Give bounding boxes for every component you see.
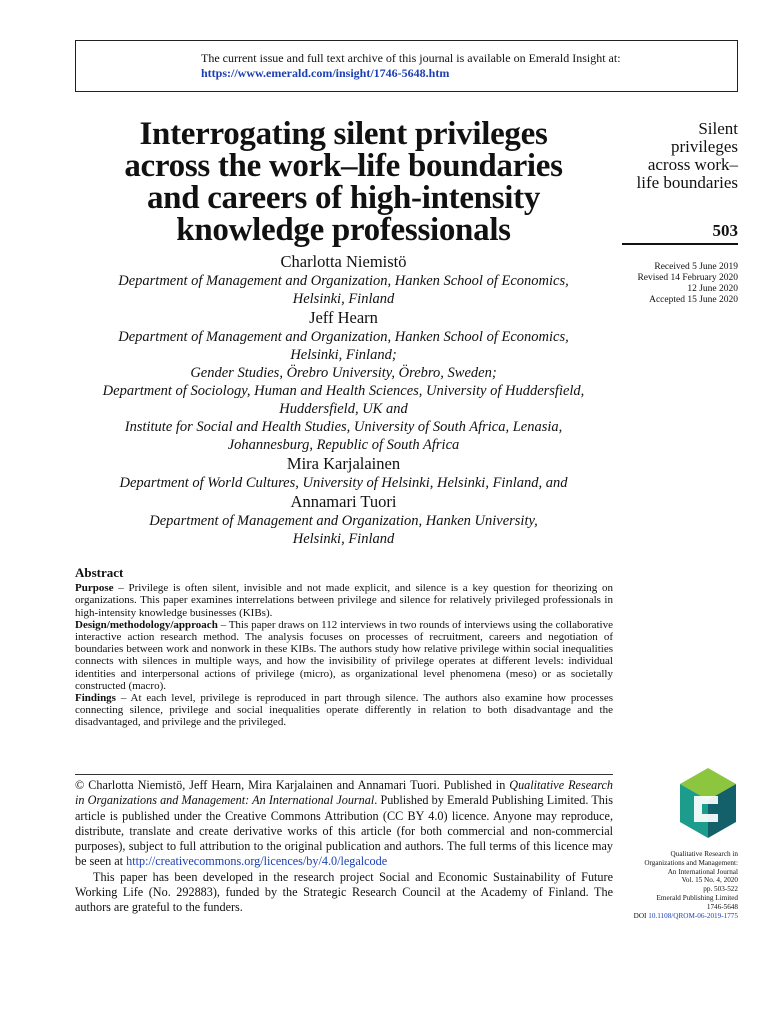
license-text: . Published by Emerald Publishing Limited. This article is published under the Creative Commons Attribution (CC BY 4.0) licence. Anyone may reproduce, distribute, translate and create derivative works of this article (for both commercial and non-commercial purposes), subject to full attribution to the original publication and authors. The full terms of this licence may be seen at	[75, 793, 613, 869]
journal-info-line: pp. 503-522	[703, 885, 738, 894]
article-title	[75, 118, 612, 246]
article-dates	[600, 262, 738, 306]
title-line: Interrogating silent privileges	[139, 116, 548, 152]
abstract-design	[75, 619, 613, 692]
running-head-line: across work–	[647, 155, 738, 174]
abstract	[75, 567, 613, 729]
funding-statement: This paper has been developed in the research project Social and Economic Sustainability of Future Working Life (No. 292883), funded by the Strategic Research Council at the Academy of Finland. The authors are grateful to the funders.	[75, 869, 613, 915]
license-footnote	[75, 778, 613, 916]
license-text: © Charlotta Niemistö, Jeff Hearn, Mira Karjalainen and Annamari Tuori. Published in	[75, 778, 510, 792]
author-affiliation: Department of Management and Organization, Hanken School of Economics,	[118, 329, 569, 345]
license-link[interactable]: http://creativecommons.org/licences/by/4.0/legalcode	[126, 854, 388, 869]
author-affiliation: Johannesburg, Republic of South Africa	[227, 437, 460, 453]
doi-link[interactable]: 10.1108/QROM-06-2019-1775	[648, 911, 738, 920]
author-affiliation: Department of World Cultures, University of Helsinki, Helsinki, Finland, and	[119, 475, 568, 491]
author-list	[75, 252, 612, 548]
abstract-heading: Abstract	[75, 565, 124, 580]
running-head	[600, 120, 738, 192]
title-line: across the work–life boundaries	[124, 148, 563, 184]
author-affiliation: Helsinki, Finland	[292, 531, 395, 547]
date-received: Received 5 June 2019	[654, 262, 738, 272]
doi-line	[610, 912, 738, 921]
author-name: Jeff Hearn	[309, 308, 378, 327]
license-statement	[75, 778, 613, 870]
access-notice-box	[75, 40, 738, 92]
author-affiliation: Helsinki, Finland	[292, 291, 395, 307]
abstract-section-label: Purpose	[75, 582, 114, 595]
author-affiliation: Helsinki, Finland;	[290, 347, 397, 363]
journal-info	[610, 850, 738, 920]
date-revised-2: 12 June 2020	[687, 284, 738, 294]
page-number-rule	[622, 243, 738, 245]
abstract-findings	[75, 692, 613, 729]
journal-info-line: Vol. 15 No. 4, 2020	[681, 876, 738, 885]
doi-label: DOI	[633, 911, 649, 920]
journal-archive-link[interactable]: https://www.emerald.com/insight/1746-5648.htm	[201, 66, 450, 80]
author-affiliation: Gender Studies, Örebro University, Örebro, Sweden;	[190, 365, 497, 381]
abstract-section-label: Findings	[75, 692, 116, 705]
journal-info-line: Emerald Publishing Limited	[656, 893, 738, 902]
date-accepted: Accepted 15 June 2020	[649, 295, 738, 305]
access-notice-text: The current issue and full text archive of this journal is available on Emerald Insight at:	[201, 51, 621, 65]
author-affiliation: Department of Management and Organization, Hanken University,	[149, 513, 538, 529]
abstract-section-text: – Privilege is often silent, invisible and not made explicit, and silence is a key question for theorizing on organizations. This paper examines interrelations between privilege and silence for relatively privileged professionals in high-intensity knowledge businesses (KIBs).	[75, 582, 613, 619]
abstract-purpose	[75, 582, 613, 619]
date-revised: Revised 14 February 2020	[637, 273, 738, 283]
journal-info-line: Organizations and Management:	[644, 858, 738, 867]
author-name: Mira Karjalainen	[286, 454, 401, 473]
journal-info-line: 1746-5648	[706, 902, 738, 911]
abstract-section-text: – At each level, privilege is reproduced in part through silence. The authors also examine how processes connecting silence, privilege and social inequalities operate differently in relation to both disadvantage and the disadvantaged, and privilege and the privileged.	[75, 692, 613, 729]
running-head-line: Silent	[698, 119, 738, 138]
author-name: Annamari Tuori	[290, 492, 397, 511]
author-affiliation: Department of Sociology, Human and Health Sciences, University of Huddersfield,	[102, 383, 585, 399]
abstract-section-label: Design/methodology/approach	[75, 618, 218, 631]
author-affiliation: Huddersfield, UK and	[279, 401, 408, 417]
journal-info-line: Qualitative Research in	[670, 850, 738, 858]
abstract-section-text: – This paper draws on 112 interviews in two rounds of interviews using the collaborative interactive action research method. The analysis focuses on processes of recruitment, careers and negotiation of boundaries between work and nonwork in these KIBs. The authors study how relative privilege within social inequalities connects with silences in multiple ways, and how the invisibility of privilege operates at different levels: individual identities and interpersonal actions of privilege (micro), as organizational level phenomena (meso) or as societally constructed (macro).	[75, 618, 613, 692]
running-head-line: life boundaries	[636, 173, 738, 192]
footnote-divider	[75, 774, 613, 775]
title-line: and careers of high-intensity	[146, 180, 541, 216]
author-affiliation: Institute for Social and Health Studies, University of South Africa, Lenasia,	[124, 419, 563, 435]
journal-info-line: An International Journal	[667, 867, 738, 876]
title-line: knowledge professionals	[176, 212, 511, 248]
journal-name: Qualitative Research in Organizations and Management: An International Journal	[75, 778, 613, 808]
emerald-journal-logo-icon	[676, 766, 740, 840]
author-affiliation: Department of Management and Organization, Hanken School of Economics,	[118, 273, 569, 289]
page-number: 503	[712, 221, 738, 240]
running-head-line: privileges	[670, 137, 738, 156]
author-name: Charlotta Niemistö	[280, 252, 407, 271]
